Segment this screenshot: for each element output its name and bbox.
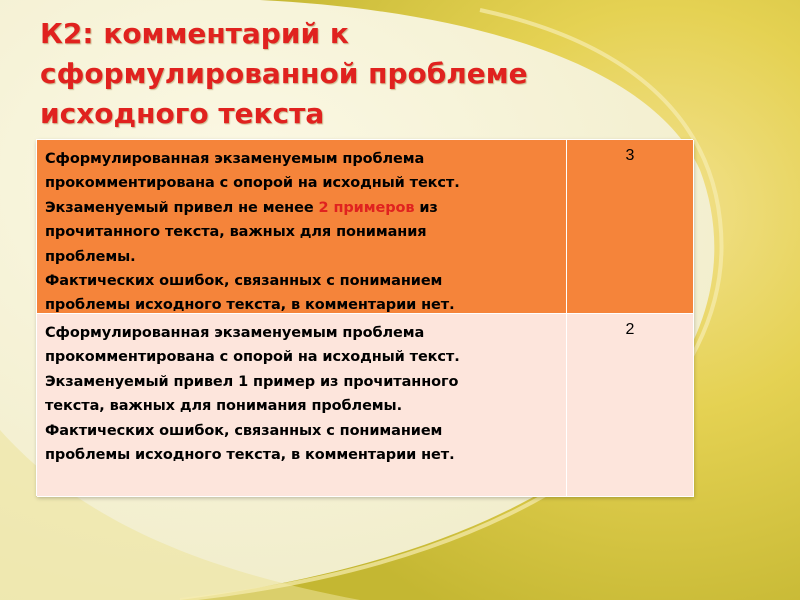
- criterion-text: Экзаменуемый привел не менее: [45, 199, 319, 216]
- criterion-line: прочитанного текста, важных для понимания: [45, 224, 427, 241]
- examples-count-highlight: 2 примеров: [318, 199, 415, 216]
- criterion-line: Сформулированная экзаменуемым проблема: [45, 151, 425, 167]
- criterion-line: проблемы исходного текста, в комментарии нет.: [45, 297, 455, 314]
- criterion-line: Сформулированная экзаменуемым проблема: [45, 325, 425, 341]
- criterion-cell: [37, 140, 567, 314]
- criterion-line: текста, важных для понимания проблемы.: [45, 398, 402, 415]
- title-line: К2: комментарий к: [40, 17, 349, 50]
- criterion-line: Экзаменуемый привел 1 пример из прочитанного: [45, 373, 459, 390]
- title-line: исходного текста: [40, 97, 325, 130]
- criterion-line: прокомментирована с опорой на исходный текст.: [45, 175, 460, 192]
- criterion-line: проблемы исходного текста, в комментарии нет.: [45, 447, 455, 464]
- criterion-line: [45, 196, 560, 220]
- criterion-text: из: [414, 199, 438, 216]
- title-line: сформулированной проблеме: [40, 57, 528, 90]
- slide-title: [40, 14, 600, 134]
- criterion-cell: [37, 314, 567, 497]
- criterion-line: проблемы.: [45, 248, 136, 265]
- criterion-line: Фактических ошибок, связанных с пониманием: [45, 422, 443, 439]
- criteria-table: [36, 139, 693, 496]
- score-cell: 3: [567, 140, 694, 314]
- criterion-line: прокомментирована с опорой на исходный текст.: [45, 349, 460, 366]
- criterion-line: Фактических ошибок, связанных с пониманием: [45, 273, 443, 290]
- score-cell: 2: [567, 314, 694, 497]
